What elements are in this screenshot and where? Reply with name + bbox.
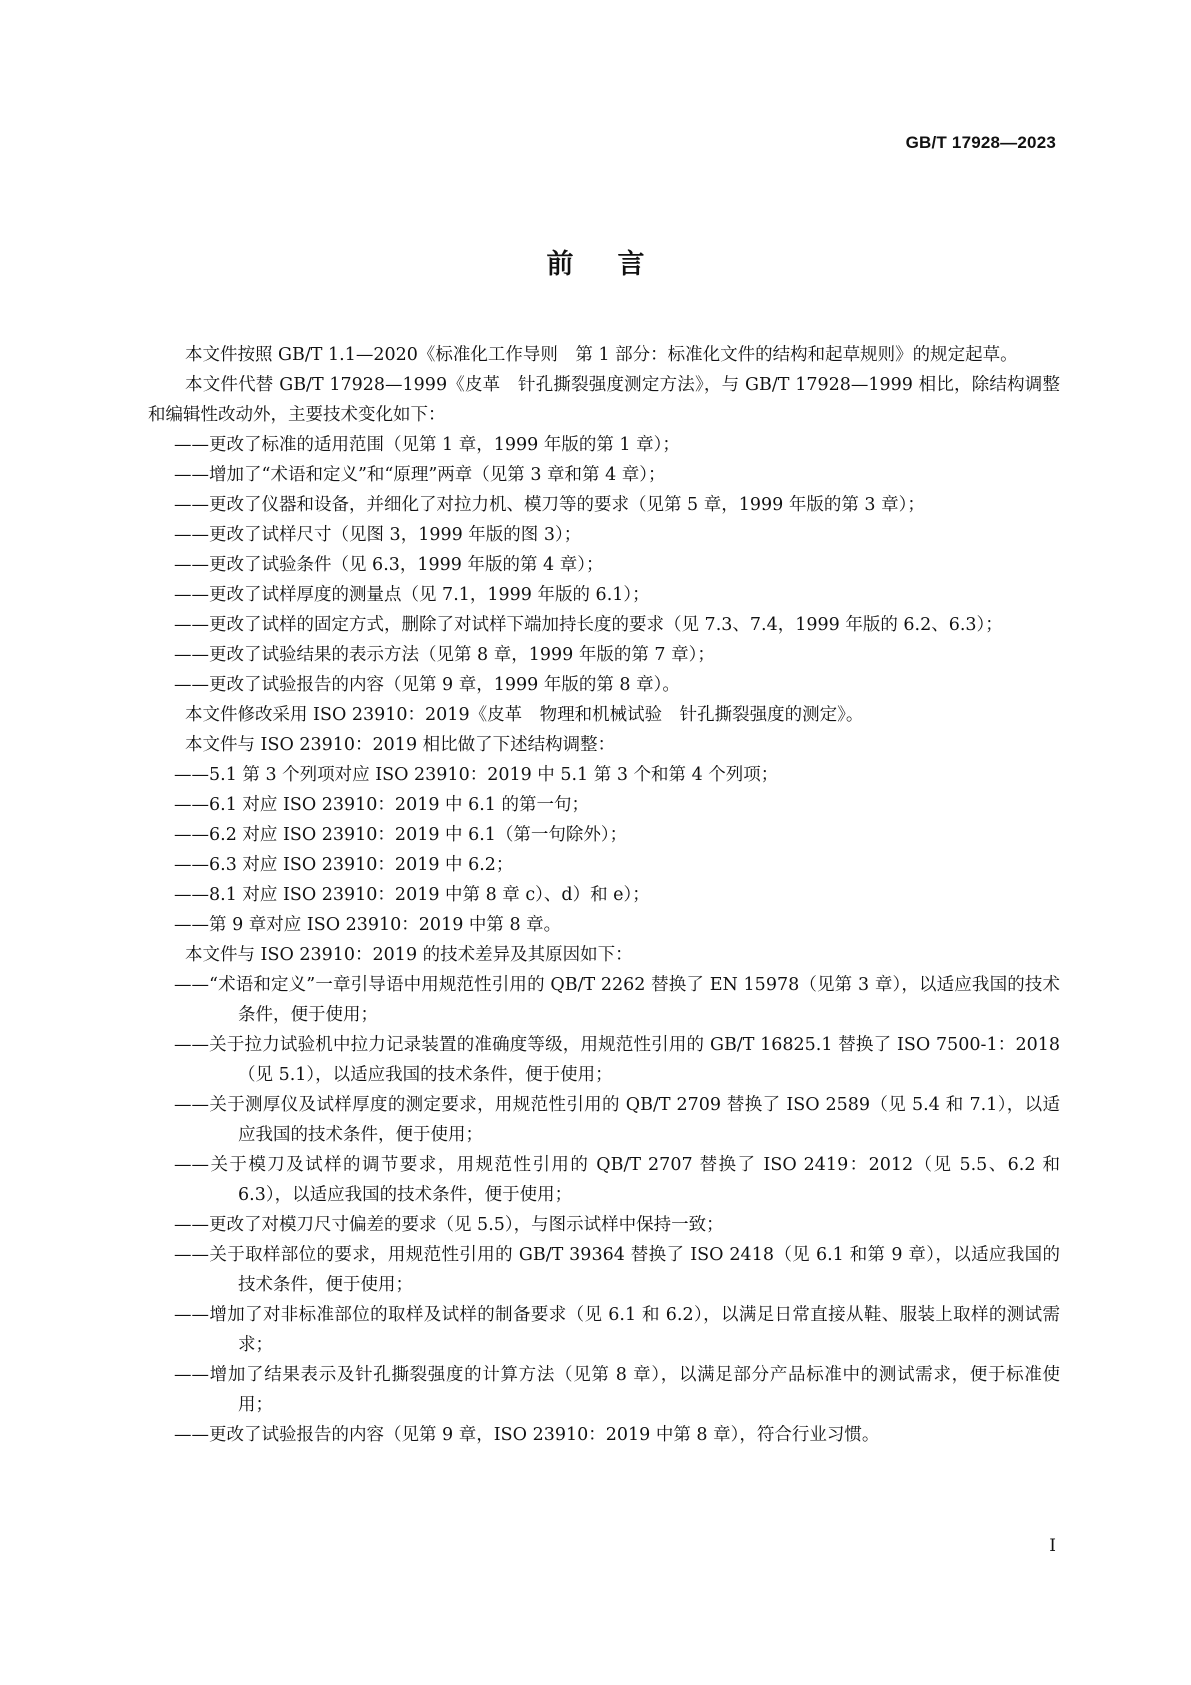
list-item: ——更改了试样厚度的测量点（见 7.1，1999 年版的 6.1）； xyxy=(174,585,650,605)
paragraph: 本文件与 ISO 23910：2019 相比做了下述结构调整： xyxy=(185,735,616,755)
paragraph: 本文件与 ISO 23910：2019 的技术差异及其原因如下： xyxy=(185,945,633,965)
list-item: ——更改了试样的固定方式，删除了对试样下端加持长度的要求（见 7.3、7.4，1999 年版的 6.2、6.3）； xyxy=(174,615,1003,635)
list-item: ——增加了“术语和定义”和“原理”两章（见第 3 章和第 4 章）； xyxy=(174,465,666,485)
list-item: ——第 9 章对应 ISO 23910：2019 中第 8 章。 xyxy=(174,915,562,935)
list-item: ——更改了对模刀尺寸偏差的要求（见 5.5），与图示试样中保持一致； xyxy=(174,1215,724,1235)
paragraph: 本文件修改采用 ISO 23910：2019《皮革 物理和机械试验 针孔撕裂强度的测定》。 xyxy=(185,705,864,725)
list-item: ——6.1 对应 ISO 23910：2019 中 6.1 的第一句； xyxy=(174,795,589,815)
page-number: I xyxy=(1049,1536,1056,1556)
standard-number: GB/T 17928—2023 xyxy=(905,133,1056,152)
list-item: ——关于测厚仪及试样厚度的测定要求，用规范性引用的 QB/T 2709 替换了 ISO 2589（见 5.4 和 7.1），以适应我国的技术条件，便于使用； xyxy=(174,1095,1060,1145)
list-item: ——更改了试验报告的内容（见第 9 章，ISO 23910：2019 中第 8 章），符合行业习惯。 xyxy=(174,1425,880,1445)
list-item: ——5.1 第 3 个列项对应 ISO 23910：2019 中 5.1 第 3 个和第 4 个列项； xyxy=(174,765,779,785)
list-item: ——8.1 对应 ISO 23910：2019 中第 8 章 c）、d）和 e）； xyxy=(174,885,650,905)
foreword-body xyxy=(148,340,1060,1450)
list-item: ——关于模刀及试样的调节要求，用规范性引用的 QB/T 2707 替换了 ISO 2419：2012（见 5.5、6.2 和 6.3），以适应我国的技术条件，便于使用； xyxy=(174,1155,1060,1205)
list-item: ——更改了试验结果的表示方法（见第 8 章，1999 年版的第 7 章）； xyxy=(174,645,715,665)
paragraph: 本文件按照 GB/T 1.1—2020《标准化工作导则 第 1 部分：标准化文件的结构和起草规则》的规定起草。 xyxy=(185,345,1018,365)
list-item: ——关于取样部位的要求，用规范性引用的 GB/T 39364 替换了 ISO 2418（见 6.1 和第 9 章），以适应我国的技术条件，便于使用； xyxy=(174,1245,1060,1295)
list-item: ——更改了试验报告的内容（见第 9 章，1999 年版的第 8 章）。 xyxy=(174,675,680,695)
list-item: ——“术语和定义”一章引导语中用规范性引用的 QB/T 2262 替换了 EN 15978（见第 3 章），以适应我国的技术条件，便于使用； xyxy=(174,975,1060,1025)
page-title: 前言 xyxy=(546,249,689,280)
paragraph: 本文件代替 GB/T 17928—1999《皮革 针孔撕裂强度测定方法》，与 GB/T 17928—1999 相比，除结构调整和编辑性改动外，主要技术变化如下： xyxy=(148,375,1060,425)
list-item: ——更改了标准的适用范围（见第 1 章，1999 年版的第 1 章）； xyxy=(174,435,680,455)
list-item: ——增加了对非标准部位的取样及试样的制备要求（见 6.1 和 6.2），以满足日常直接从鞋、服装上取样的测试需求； xyxy=(174,1305,1060,1355)
list-item: ——关于拉力试验机中拉力记录装置的准确度等级，用规范性引用的 GB/T 16825.1 替换了 ISO 7500-1：2018（见 5.1），以适应我国的技术条件，便于使用； xyxy=(174,1035,1060,1085)
list-item: ——更改了试验条件（见 6.3，1999 年版的第 4 章）； xyxy=(174,555,604,575)
list-item: ——6.3 对应 ISO 23910：2019 中 6.2； xyxy=(174,855,514,875)
list-item: ——6.2 对应 ISO 23910：2019 中 6.1（第一句除外）； xyxy=(174,825,628,845)
list-item: ——更改了试样尺寸（见图 3，1999 年版的图 3）； xyxy=(174,525,582,545)
list-item: ——增加了结果表示及针孔撕裂强度的计算方法（见第 8 章），以满足部分产品标准中的测试需求，便于标准使用； xyxy=(174,1365,1060,1415)
list-item: ——更改了仪器和设备，并细化了对拉力机、模刀等的要求（见第 5 章，1999 年版的第 3 章）； xyxy=(174,495,925,515)
